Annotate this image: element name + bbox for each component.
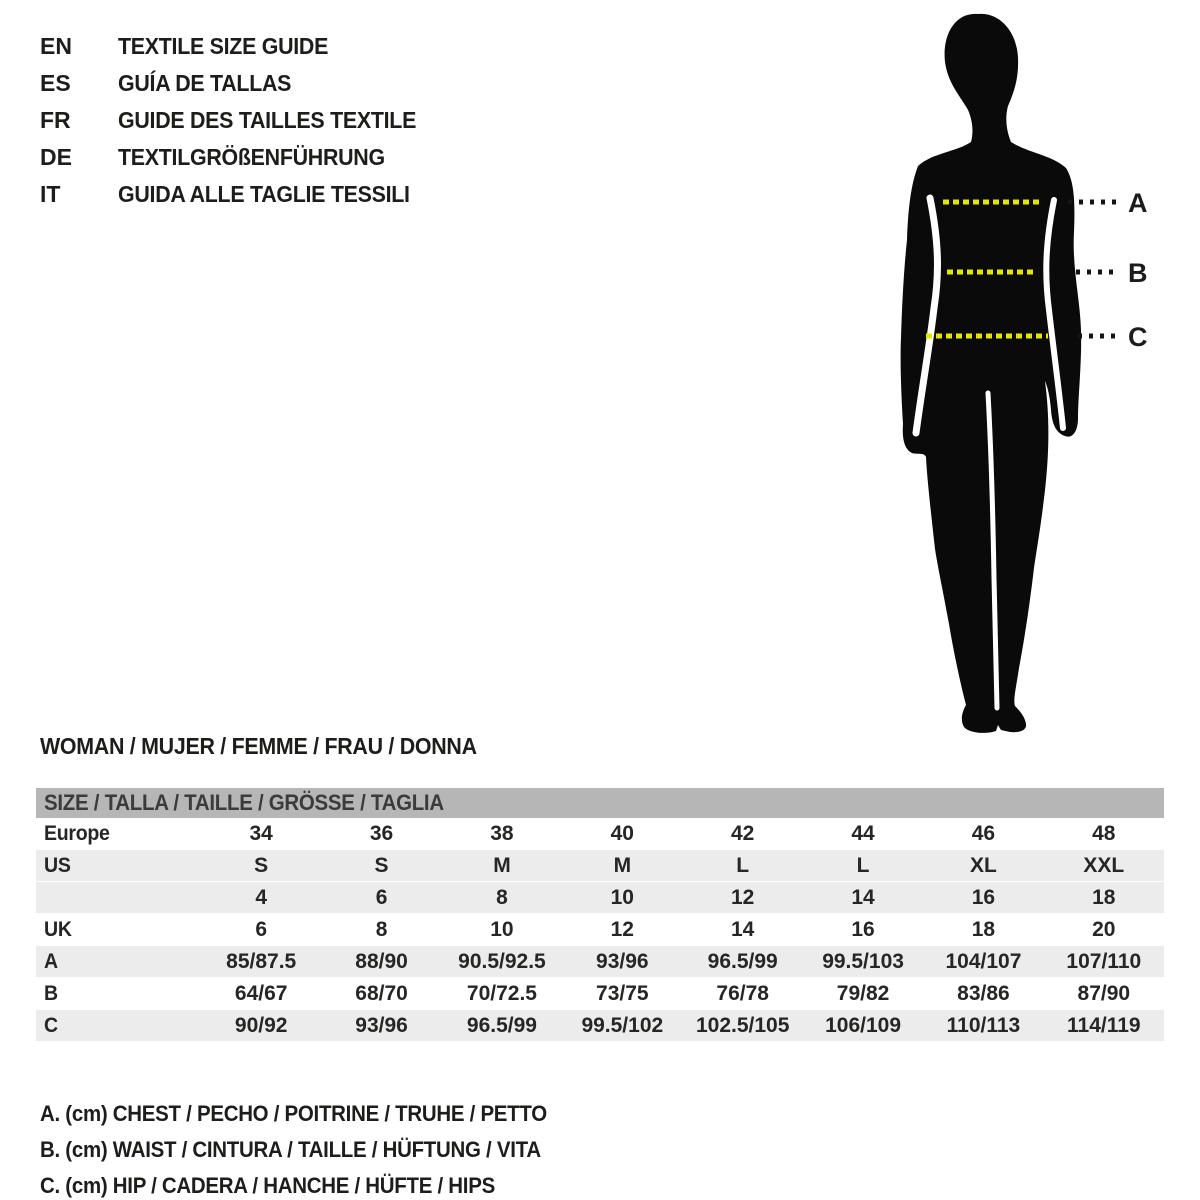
size-cell: L [736, 854, 750, 877]
size-cell: 36 [369, 822, 394, 845]
language-row [40, 102, 439, 139]
size-cell: 20 [1092, 918, 1116, 941]
size-cell: 16 [851, 918, 875, 941]
size-cell: M [493, 854, 511, 877]
size-cell: 40 [610, 822, 634, 845]
size-cell: 68/70 [355, 982, 408, 1005]
language-row [40, 28, 439, 65]
size-cell: 12 [610, 918, 634, 941]
row-label: US [44, 854, 71, 877]
row-label: UK [44, 918, 72, 941]
size-cell: 85/87.5 [226, 950, 297, 973]
size-cell: 8 [375, 918, 388, 941]
size-cell: 90.5/92.5 [458, 950, 546, 973]
size-cell: 6 [375, 886, 388, 909]
size-cell: M [613, 854, 632, 877]
language-code: ES [40, 70, 71, 96]
size-cell: 10 [490, 918, 514, 941]
size-cell: 44 [851, 822, 875, 845]
size-cell: 106/109 [825, 1014, 902, 1037]
size-cell: 42 [731, 822, 755, 845]
measure-note-text: A. (cm) CHEST / PECHO / POITRINE / TRUHE / PETTO [40, 1101, 547, 1126]
table-row [36, 882, 1164, 914]
language-title-list [40, 28, 439, 213]
chest-marker-label: A [1128, 188, 1148, 218]
size-cell: 99.5/102 [581, 1014, 664, 1037]
language-row [40, 139, 439, 176]
waist-marker-label: B [1128, 258, 1148, 288]
language-row [40, 176, 439, 213]
measure-notes [40, 1096, 585, 1200]
size-cell: 48 [1092, 822, 1116, 845]
measure-note [40, 1168, 585, 1200]
size-cell: 73/75 [596, 982, 649, 1005]
size-cell: 46 [971, 822, 996, 845]
size-cell: 79/82 [836, 982, 890, 1005]
table-row [36, 946, 1164, 978]
size-cell: 93/96 [355, 1014, 408, 1037]
size-cell: 96.5/99 [466, 1014, 537, 1037]
guide-title: GUIDA ALLE TAGLIE TESSILI [118, 181, 410, 207]
row-label [36, 882, 201, 913]
measure-note [40, 1096, 585, 1132]
guide-title: GUIDE DES TAILLES TEXTILE [118, 107, 417, 133]
size-cell: 88/90 [355, 950, 408, 973]
size-cell: XXL [1083, 854, 1125, 877]
size-cell: S [374, 854, 389, 877]
hip-marker-label: C [1128, 322, 1148, 352]
language-code: DE [40, 144, 72, 170]
size-cell: 18 [1092, 886, 1116, 909]
language-row [40, 65, 439, 102]
size-cell: S [254, 854, 269, 877]
size-table [36, 788, 1164, 1042]
language-code: EN [40, 33, 72, 59]
size-table-body [36, 818, 1164, 1042]
size-cell: 8 [496, 886, 508, 909]
table-row [36, 914, 1164, 946]
size-cell: 110/113 [946, 1014, 1021, 1037]
size-cell: 96.5/99 [707, 950, 778, 973]
size-cell: 76/78 [716, 982, 769, 1005]
table-row [36, 978, 1164, 1010]
table-row [36, 1010, 1164, 1042]
guide-title: TEXTILGRÖßENFÜHRUNG [118, 144, 385, 170]
size-cell: 99.5/103 [822, 950, 904, 973]
size-cell: 14 [731, 918, 755, 941]
guide-title: GUÍA DE TALLAS [118, 70, 292, 96]
size-cell: 6 [255, 918, 268, 941]
size-cell: XL [970, 854, 997, 877]
table-row [36, 850, 1164, 882]
size-table-header [36, 788, 1164, 818]
size-cell: 14 [851, 886, 875, 909]
size-cell: 38 [490, 822, 514, 845]
size-cell: L [856, 854, 870, 877]
size-cell: 83/86 [957, 982, 1010, 1005]
measure-note-text: C. (cm) HIP / CADERA / HANCHE / HÜFTE / HIPS [40, 1173, 495, 1198]
section-heading-text: WOMAN / MUJER / FEMME / FRAU / DONNA [40, 733, 477, 759]
size-table-header-text: SIZE / TALLA / TAILLE / GRÖSSE / TAGLIA [44, 790, 444, 815]
size-cell: 34 [249, 822, 273, 845]
language-code: FR [40, 107, 71, 133]
size-cell: 104/107 [945, 950, 1022, 973]
size-cell: 90/92 [234, 1014, 288, 1037]
guide-title: TEXTILE SIZE GUIDE [118, 33, 329, 59]
size-cell: 4 [255, 886, 268, 909]
row-label: C [44, 1014, 58, 1037]
row-label: B [44, 982, 58, 1005]
size-cell: 102.5/105 [695, 1014, 790, 1037]
language-code: IT [40, 181, 61, 207]
size-cell: 18 [971, 918, 996, 941]
size-cell: 107/110 [1066, 950, 1142, 973]
size-cell: 12 [731, 886, 755, 909]
size-cell: 93/96 [596, 950, 649, 973]
size-cell: 87/90 [1077, 982, 1131, 1005]
size-cell: 16 [971, 886, 996, 909]
section-heading [40, 733, 510, 760]
table-row [36, 818, 1164, 850]
size-cell: 10 [610, 886, 634, 909]
size-cell: 114/119 [1067, 1014, 1141, 1037]
measure-note [40, 1132, 585, 1168]
size-cell: 64/67 [234, 982, 288, 1005]
measure-note-text: B. (cm) WAIST / CINTURA / TAILLE / HÜFTUNG / VITA [40, 1137, 541, 1162]
woman-silhouette-figure [858, 8, 1200, 740]
row-label: Europe [44, 822, 110, 845]
size-cell: 70/72.5 [466, 982, 537, 1005]
row-label: A [44, 950, 58, 973]
